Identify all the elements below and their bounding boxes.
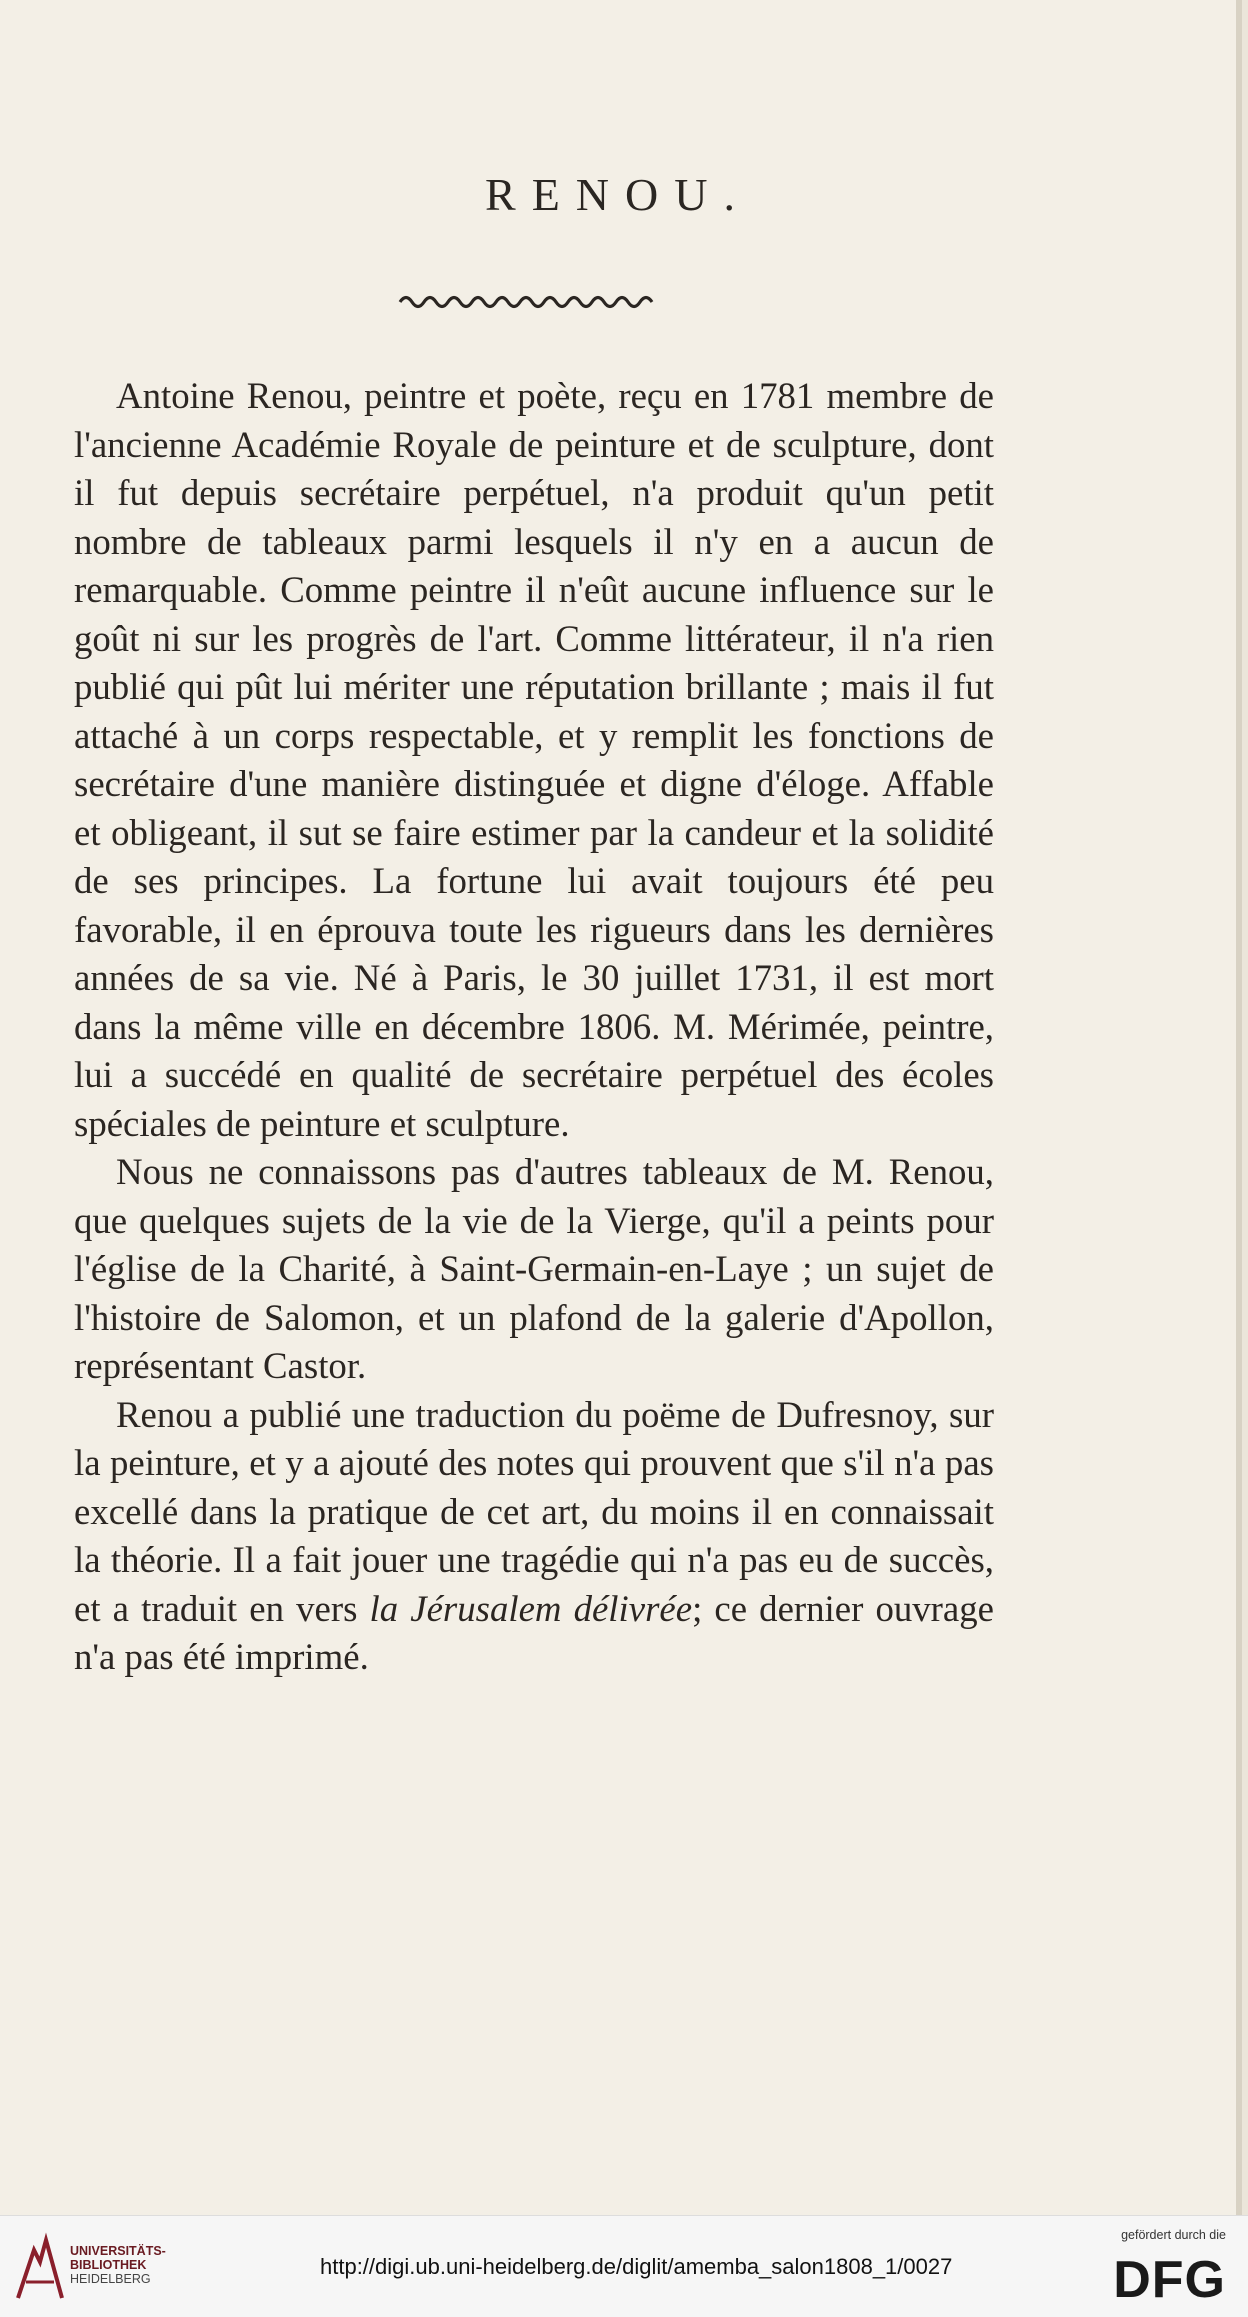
- library-name: [70, 2244, 166, 2286]
- library-name-line: HEIDELBERG: [70, 2272, 151, 2286]
- funding-caption: gefördert durch die: [1121, 2228, 1226, 2242]
- wavy-ornament: [398, 288, 654, 312]
- page-title: RENOU.: [485, 169, 751, 220]
- publications-title: la Jérusalem délivrée: [369, 1587, 693, 1629]
- publications-text: Renou a publié une traduction du poëme de Dufresnoy, sur la peinture, et y a ajouté des notes qui prouvent que s'il n'a pas excellé dans la pratique de cet art, du moins il en connaissait la théorie. Il a fait jouer une tragédie qui n'a pas eu de succès, et a traduit en vers: [74, 1393, 994, 1629]
- article-body: [74, 372, 994, 1682]
- permalink[interactable]: http://digi.ub.uni-heidelberg.de/diglit/amemba_salon1808_1/0027: [320, 2254, 953, 2279]
- library-name-line: BIBLIOTHEK: [70, 2258, 147, 2272]
- paragraph-biography: Antoine Renou, peintre et poète, reçu en 1781 membre de l'ancienne Académie Royale de peinture et de sculpture, dont il fut depuis secrétaire perpétuel, n'a produit qu'un petit nombre de tableaux parmi lesquels il n'y en a aucun de remarquable. Comme peintre il n'eût aucune influence sur le goût ni sur les progrès de l'art. Comme littérateur, il n'a rien publié qui pût lui mériter une réputation brillante ; mais il fut attaché à un corps respectable, et y remplit les fonctions de secrétaire d'une manière distinguée et digne d'éloge. Affable et obligeant, il sut se faire estimer par la candeur et la solidité de ses principes. La fortune lui avait toujours été peu favorable, il en éprouva toute les rigueurs dans les dernières années de sa vie. Né à Paris, le 30 juillet 1731, il est mort dans la même ville en décembre 1806. M. Mérimée, peintre, lui a succédé en qualité de secrétaire perpétuel des écoles spéciales de peinture et sculpture.: [74, 375, 994, 1144]
- library-name-line: UNIVERSITÄTS-: [70, 2244, 166, 2258]
- paragraph-publications: [74, 1391, 994, 1682]
- paragraph-paintings: Nous ne connaissons pas d'autres tableaux de M. Renou, que quelques sujets de la vie de la Vierge, qu'il a peints pour l'église de la Charité, à Saint-Germain-en-Laye ; un sujet de l'histoire de Salomon, et un plafond de la galerie d'Apollon, représentant Castor.: [74, 1151, 994, 1386]
- viewer-footer: [0, 2215, 1248, 2317]
- publications-text-end: ; ce dernier ouvrage n'a pas été imprimé.: [74, 1587, 994, 1677]
- dfg-logo: DFG: [1113, 2251, 1226, 2309]
- library-logo-icon: [14, 2232, 66, 2302]
